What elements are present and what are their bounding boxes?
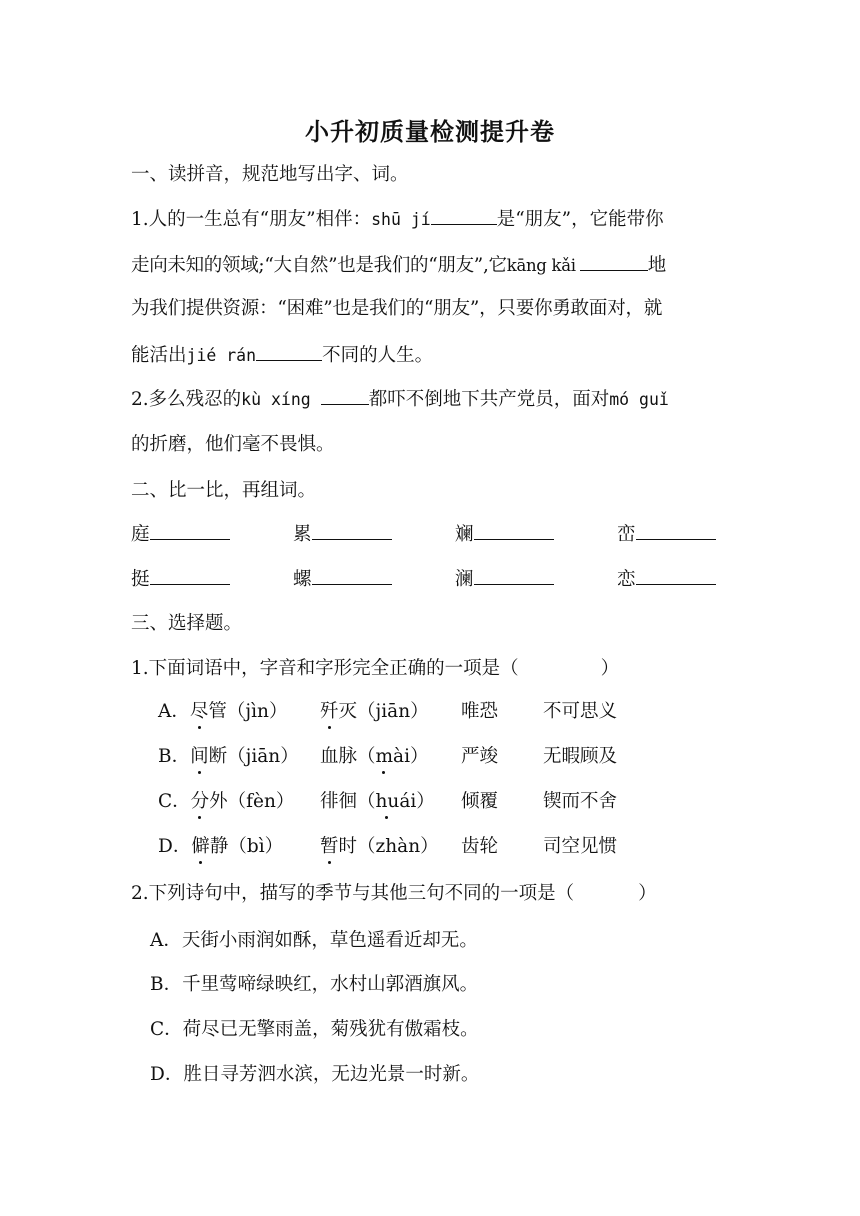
q1-line-2: 走向未知的领域;“大自然”也是我们的“朋友”,它kāng kǎi 地 (131, 252, 731, 279)
answer-blank[interactable] (150, 566, 230, 585)
mc-q2-option-c[interactable]: C．荷尽已无擎雨盖，菊残犹有傲霜枝。 (150, 1019, 479, 1040)
mc-q1-word: 暂时（zhàn） (320, 836, 439, 857)
q1-line-3: 为我们提供资源：“困难”也是我们的“朋友”，只要你勇敢面对，就 (131, 298, 663, 319)
answer-blank[interactable] (312, 521, 392, 540)
mc-q1-word: 严竣 (461, 746, 499, 767)
answer-blank[interactable] (636, 566, 716, 585)
pinyin: jié rán (186, 346, 257, 365)
pinyin: shū jí (371, 210, 431, 229)
mc-q2-stem: 2.下列诗句中，描写的季节与其他三句不同的一项是（ ） (131, 883, 657, 904)
section-1-heading: 一、读拼音，规范地写出字、词。 (131, 164, 409, 185)
mc-q1-word: 锲而不舍 (543, 791, 618, 812)
pinyin: mó guǐ (609, 390, 669, 409)
mc-q1-word: 血脉（mài） (320, 746, 429, 767)
mc-q2-option-d[interactable]: D．胜日寻芳泗水滨，无边光景一时新。 (150, 1064, 480, 1085)
mc-q1-word: 司空见惯 (543, 836, 618, 857)
answer-blank[interactable] (150, 521, 230, 540)
compare-item: 澜 (455, 566, 554, 593)
mc-q1-word: 歼灭（jiān） (320, 701, 429, 722)
mc-q1-option-b[interactable]: B．间断（jiān） (158, 746, 299, 767)
mc-q1-option-d[interactable]: D．僻静（bì） (158, 836, 284, 857)
pinyin: kù xíng (241, 390, 311, 409)
answer-blank[interactable] (256, 342, 322, 361)
page-title: 小升初质量检测提升卷 (305, 117, 555, 146)
answer-blank[interactable] (580, 252, 648, 271)
q1-line-1: 1.人的一生总有“朋友”相伴：shū jí 是“朋友”，它能带你 (131, 206, 731, 233)
section-2-heading: 二、比一比，再组词。 (131, 480, 317, 501)
answer-blank[interactable] (636, 521, 716, 540)
mc-q1-option-a[interactable]: A．尽管（jìn） (158, 701, 288, 722)
answer-blank[interactable] (474, 521, 554, 540)
compare-item: 斓 (455, 521, 554, 548)
compare-item: 挺 (131, 566, 230, 593)
q1-line-4: 能活出jié rán 不同的人生。 (131, 342, 731, 369)
answer-blank[interactable] (321, 386, 369, 405)
answer-blank[interactable] (474, 566, 554, 585)
mc-q1-word: 齿轮 (461, 836, 499, 857)
q2-line-2: 的折磨，他们毫不畏惧。 (131, 434, 335, 455)
compare-item: 峦 (617, 521, 716, 548)
mc-q1-stem: 1.下面词语中，字音和字形完全正确的一项是（ ） (131, 658, 620, 679)
compare-item: 庭 (131, 521, 230, 548)
mc-q1-word: 倾覆 (461, 791, 499, 812)
mc-q1-option-c[interactable]: C．分外（fèn） (158, 791, 295, 812)
section-3-heading: 三、选择题。 (131, 613, 243, 634)
answer-blank[interactable] (312, 566, 392, 585)
q2-line-1: 2.多么残忍的kù xíng 都吓不倒地下共产党员，面对mó guǐ (131, 386, 731, 413)
mc-q2-option-b[interactable]: B．千里莺啼绿映红，水村山郭酒旗风。 (150, 974, 479, 995)
answer-blank[interactable] (431, 206, 497, 225)
mc-q1-word: 不可思义 (543, 701, 618, 722)
mc-q1-word: 唯恐 (461, 701, 499, 722)
pinyin: kāng kǎi (506, 256, 576, 275)
mc-q2-option-a[interactable]: A．天街小雨润如酥，草色遥看近却无。 (150, 930, 478, 951)
compare-item: 螺 (293, 566, 392, 593)
mc-q1-word: 无暇顾及 (543, 746, 618, 767)
compare-item: 累 (293, 521, 392, 548)
compare-item: 恋 (617, 566, 716, 593)
mc-q1-word: 徘徊（huái） (320, 791, 435, 812)
